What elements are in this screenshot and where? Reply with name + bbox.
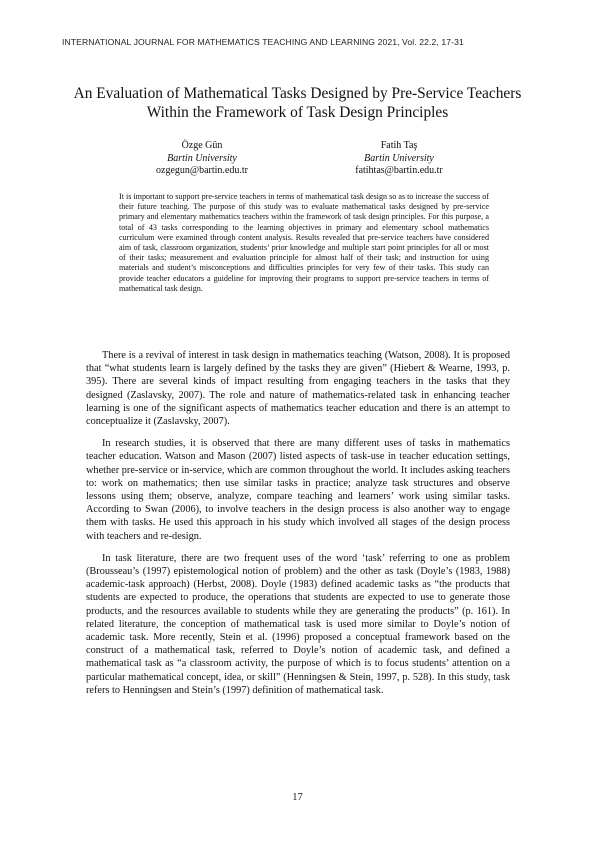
abstract: It is important to support pre-service teachers in terms of mathematical task design so as to increase the success of their future teaching. The purpose of this study was to evaluate mathematical tasks designed by pre-service primary and elementary mathematics teachers within the framework of task design principles. For this purpose, a total of 43 tasks corresponding to the learning objectives in primary and elementary school mathematics curriculum were examined through content analysis. Results revealed that pre-service teachers have considered aim of task, classroom organization, students’ prior knowledge and multiple start point principles for all or most of their tasks; measurement and evaluation principle for almost half of their task; and instruction for using materials and student’s misconceptions and difficulties principles for very few of their tasks. This study can provide teacher educators a guideline for improving their programs to support pre-service teachers in terms of mathematical task design.	[119, 192, 489, 293]
body-paragraph-2: In research studies, it is observed that there are many different uses of tasks in mathematics teacher education. Watson and Mason (2007) listed aspects of task-use in teacher education settings, whether pre-service or in-service, which are common throughout the world. It includes asking teachers to: work on mathematics; then use similar tasks in practice; analyze task structures and observe lessons using them; observe, analyze, compare teaching and learners’ work using similar tasks. According to Swan (2006), to involve teachers in the design process is also another way to engage them with tasks. He used this approach in his study which involved all stages of the design process with teachers and re-design.	[86, 438, 510, 542]
body-text	[86, 349, 510, 706]
author-block-1	[117, 140, 287, 178]
author-email: fatihtas@bartin.edu.tr	[355, 165, 443, 176]
body-paragraph-1: There is a revival of interest in task design in mathematics teaching (Watson, 2008). It is proposed that “what students learn is largely defined by the tasks they are given” (Hiebert & Wearne, 1993, p. 395). There are several kinds of impact resulting from engaging teachers in the tasks that they designed (Zaslavsky, 2007). The role and nature of mathematics-related task in enhancing teacher learning is one of the significant aspects of mathematics teacher education and there is an attempt to conceptualize it (Zaslavsky, 2007).	[86, 350, 510, 428]
author-name: Özge Gün	[181, 140, 223, 151]
author-affiliation: Bartin University	[167, 152, 237, 164]
page-number: 17	[292, 792, 303, 803]
running-head: INTERNATIONAL JOURNAL FOR MATHEMATICS TEACHING AND LEARNING 2021, Vol. 22.2, 17-31	[62, 37, 464, 47]
author-email: ozgegun@bartin.edu.tr	[156, 165, 248, 176]
author-block-2	[314, 140, 484, 178]
body-paragraph-3: In task literature, there are two frequent uses of the word ‘task’ referring to one as problem (Brousseau’s (1997) epistemological notion of problem) and the other as task (Doyle’s (1983, 1988) academic-task approach) (Herbst, 2008). Doyle (1983) defined academic tasks as “the products that students are expected to produce, the operations that students are expected to use to generate those products, and the resources available to students while they are generating the products” (p. 161). In related literature, the conception of mathematical task is used more similar to Doyle’s notion of academic task. More recently, Stein et al. (1996) proposed a conceptual framework based on the construct of a mathematical task, referred to Doyle’s notion of academic task, and defined a mathematical task as “a classroom activity, the purpose of which is to focus students’ attention on a particular mathematical concept, idea, or skill” (Henningsen & Stein, 1997, p. 528). In this study, task refers to Henningsen and Stein’s (1997) definition of mathematical task.	[86, 552, 510, 696]
paper-title: An Evaluation of Mathematical Tasks Designed by Pre-Service Teachers Within the Framework of Task Design Principles	[73, 85, 522, 121]
author-name: Fatih Taş	[380, 140, 418, 151]
author-affiliation: Bartin University	[364, 152, 434, 164]
